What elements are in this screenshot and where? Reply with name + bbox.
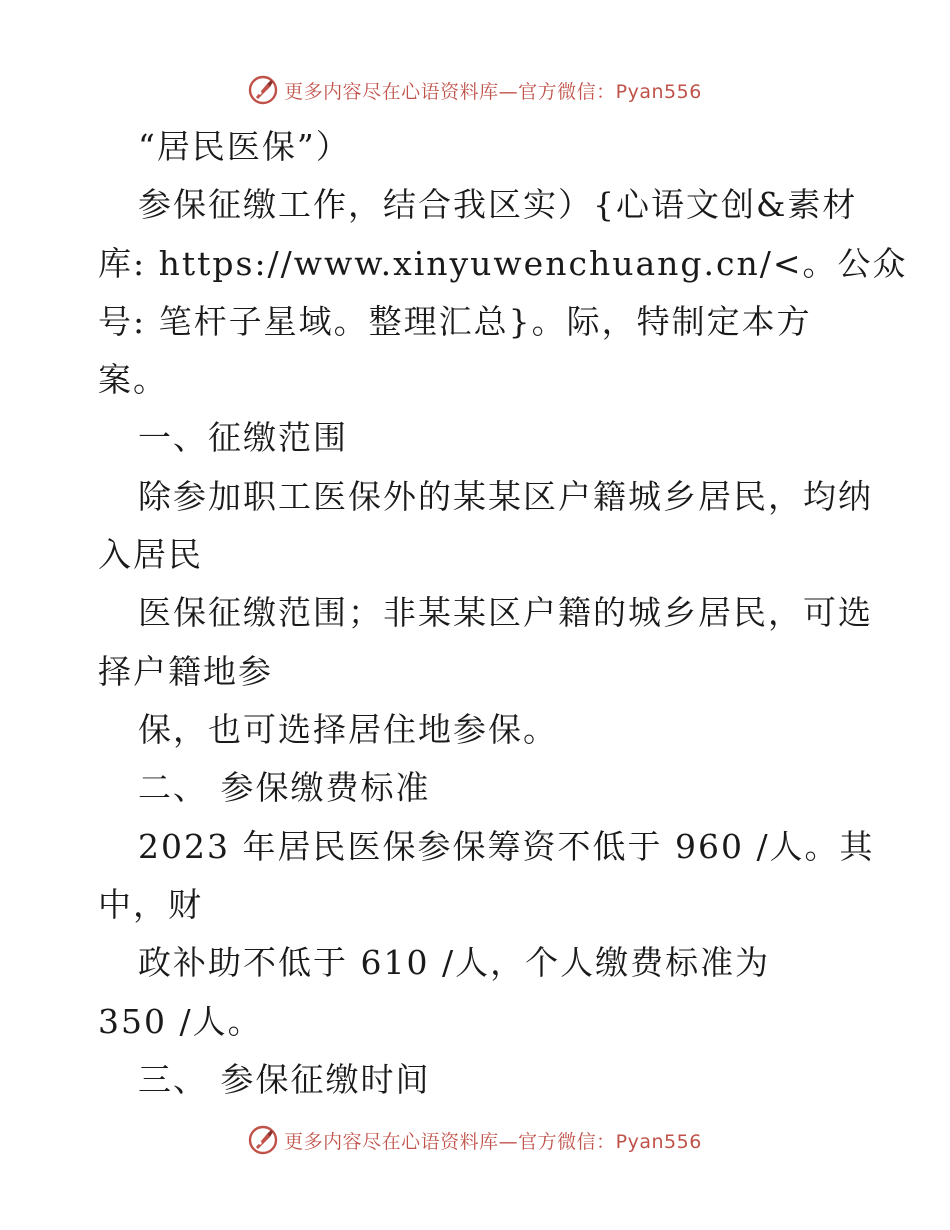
text-line: 医保征缴范围；非某某区户籍的城乡居民，可选 xyxy=(138,593,873,632)
text-line: 库: https://www.xinyuwenchuang.cn/<。公众 xyxy=(98,244,908,283)
text-line: 350 /人。 xyxy=(98,1002,263,1041)
section-heading: 二、 参保缴费标准 xyxy=(138,768,431,807)
text-line: 入居民 xyxy=(98,535,203,574)
section-heading: 三、 参保征缴时间 xyxy=(138,1060,431,1099)
watermark-text: 更多内容尽在心语资料库—官方微信：Pyan556 xyxy=(284,80,702,103)
pen-nib-logo-icon xyxy=(248,1125,278,1155)
watermark-footer xyxy=(0,1120,950,1160)
text-line: 除参加职工医保外的某某区户籍城乡居民，均纳 xyxy=(138,477,873,516)
text-line: 政补助不低于 610 /人，个人缴费标准为 xyxy=(138,943,771,982)
text-line: 中，财 xyxy=(98,885,203,924)
section-heading: 一、征缴范围 xyxy=(138,418,348,457)
text-line: 号: 笔杆子星域。整理汇总}。际，特制定本方 xyxy=(98,302,812,341)
text-line: 保，也可选择居住地参保。 xyxy=(138,710,558,749)
text-line: 2023 年居民医保参保筹资不低于 960 /人。其 xyxy=(138,827,875,866)
text-line: “居民医保”） xyxy=(138,127,351,166)
text-line: 参保征缴工作，结合我区实）{心语文创&素材 xyxy=(138,185,858,224)
text-line: 案。 xyxy=(98,360,168,399)
watermark-text: 更多内容尽在心语资料库—官方微信：Pyan556 xyxy=(284,1130,702,1153)
text-line: 择户籍地参 xyxy=(98,652,273,691)
